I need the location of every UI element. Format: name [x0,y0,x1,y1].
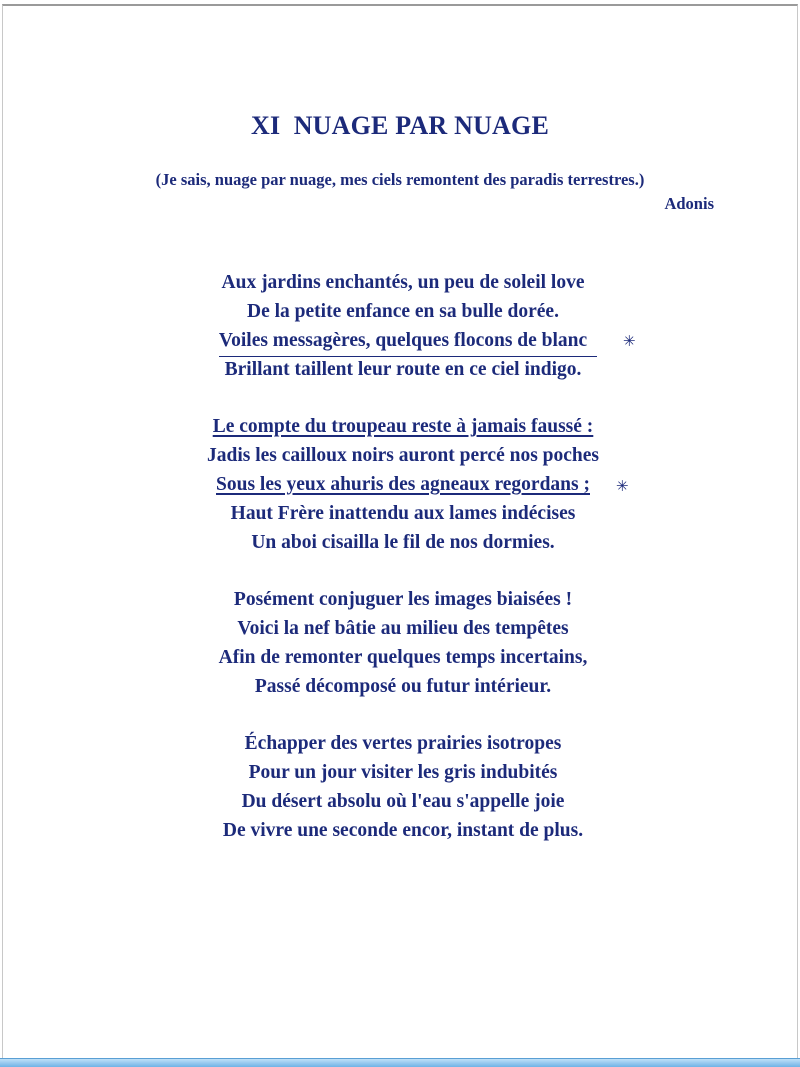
underlined-text: Sous les yeux ahuris des agneaux regordans ; [216,474,590,495]
stanza-1 [0,268,800,384]
poem-line: Posément conjuguer les images biaisées ! [233,589,573,610]
poem-line: De la petite enfance en sa bulle dorée. [247,301,559,322]
poem-line: Passé décomposé ou futur intérieur. [254,676,552,697]
poem-line-marked [0,470,800,499]
stanza-4 [0,729,800,845]
poem-line: Jadis les cailloux noirs auront percé nos poches [206,445,600,466]
poem-line: Aux jardins enchantés, un peu de soleil love [221,272,585,293]
poem-line: Voici la nef bâtie au milieu des tempêtes [237,618,569,639]
epigraph-attribution: Adonis [664,194,714,213]
stanza-3 [0,585,800,701]
underlined-text: Voiles messagères, quelques flocons de blanc [219,326,587,355]
asterisk-star-icon: ✳ [623,334,636,350]
asterisk-star-icon: ✳ [616,479,629,495]
stanza-2 [0,412,800,557]
window-bottom-bar [0,1058,800,1067]
poem-line: Échapper des vertes prairies isotropes [244,733,562,754]
epigraph: (Je sais, nuage par nuage, mes ciels remontent des paradis terrestres.) [155,170,645,189]
poem-line-marked [0,326,800,355]
poem-body [0,268,800,873]
poem-title: XI NUAGE PAR NUAGE [251,111,549,140]
poem-line: De vivre une seconde encor, instant de plus. [222,820,584,841]
poem-line: Brillant taillent leur route en ce ciel indigo. [224,359,582,380]
poem-line: Haut Frère inattendu aux lames indécises [230,503,576,524]
underlined-text: Le compte du troupeau reste à jamais faussé : [212,416,594,437]
poem-line: Pour un jour visiter les gris indubités [248,762,558,783]
poem-line: Du désert absolu où l'eau s'appelle joie [241,791,565,812]
poem-line-marked [0,412,800,441]
poem-line: Un aboi cisailla le fil de nos dormies. [251,532,555,553]
poem-line: Afin de remonter quelques temps incertains, [218,647,588,668]
